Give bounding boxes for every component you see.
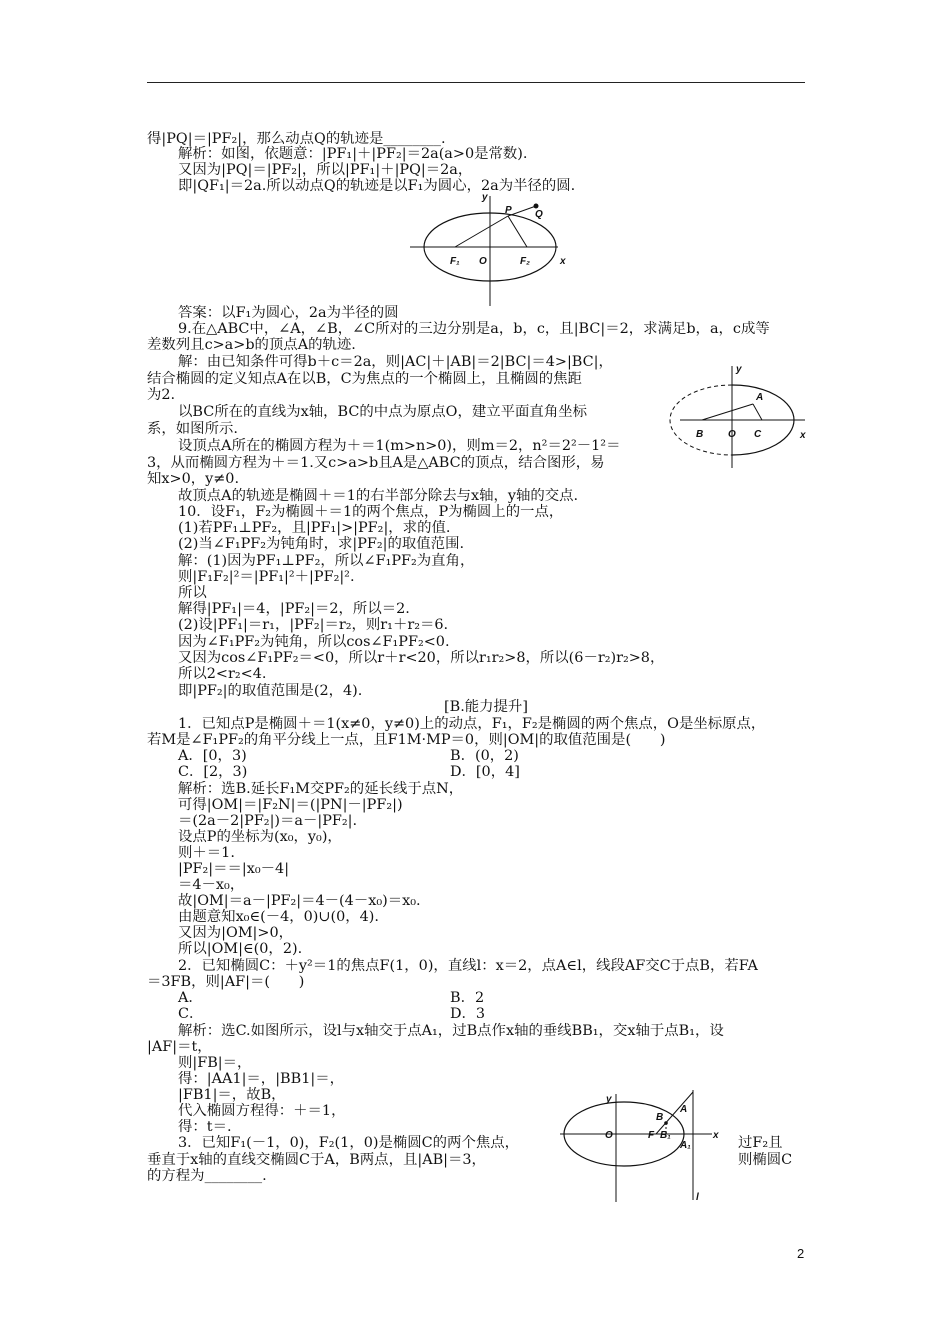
- svg-text:F₁: F₁: [450, 256, 460, 267]
- text-line: (2)当∠F₁PF₂为钝角时，求|PF₂|的取值范围.: [178, 536, 465, 552]
- text-line: 代入椭圆方程得：＋＝1，: [178, 1103, 346, 1119]
- text-line: 以BC所在的直线为x轴，BC的中点为原点O，建立平面直角坐标: [178, 404, 587, 420]
- text-line: 所以2<r₂<4.: [178, 666, 267, 682]
- text-line: |PF₂|＝＝|x₀－4|: [178, 861, 290, 877]
- text-line: |AF|＝t，: [147, 1039, 212, 1055]
- text-line: (2)设|PF₁|＝r₁，|PF₂|＝r₂，则r₁＋r₂＝6.: [178, 617, 449, 633]
- text-line: 解析：如图，依题意：|PF₁|＋|PF₂|＝2a(a>0是常数).: [178, 146, 528, 162]
- text-line: 则|F₁F₂|²＝|PF₁|²＋|PF₂|².: [178, 569, 355, 585]
- text-line: 即|QF₁|＝2a.所以动点Q的轨迹是以F₁为圆心，2a为半径的圆.: [178, 178, 576, 194]
- text-line: 若M是∠F₁PF₂的角平分线上一点，且F1M·MP＝0，则|OM|的取值范围是( ): [147, 732, 666, 748]
- text-line: 系，如图所示.: [147, 421, 238, 437]
- svg-text:O: O: [479, 256, 487, 267]
- ellipse-figure-triangle: [650, 362, 810, 472]
- text-line: D．[0，4]: [450, 764, 520, 780]
- ellipse-figure-q-locus: [410, 188, 580, 308]
- text-line: 解得|PF₁|＝4，|PF₂|＝2，所以＝2.: [178, 601, 410, 617]
- svg-text:y: y: [482, 192, 488, 203]
- svg-text:B: B: [696, 429, 704, 440]
- svg-text:P: P: [505, 205, 512, 216]
- text-line: 所以: [178, 585, 207, 601]
- text-line: |FB1|＝，故B，: [178, 1087, 286, 1103]
- svg-text:O: O: [605, 1130, 613, 1141]
- svg-text:C: C: [754, 429, 762, 440]
- svg-text:y: y: [736, 364, 742, 375]
- text-line: 可得|OM|＝|F₂N|＝(|PN|－|PF₂|): [178, 797, 403, 813]
- ellipse-figure-line-l: [560, 1090, 730, 1220]
- text-line: 故顶点A的轨迹是椭圆＋＝1的右半部分除去与x轴，y轴的交点.: [178, 488, 579, 504]
- text-line: 为2.: [147, 387, 176, 403]
- text-line: D．3: [450, 1006, 486, 1022]
- text-line: 10．设F₁，F₂为椭圆＋＝1的两个焦点，P为椭圆上的一点，: [178, 504, 564, 520]
- svg-text:Q: Q: [535, 209, 543, 220]
- svg-text:F: F: [648, 1130, 655, 1141]
- text-line: 3．已知F₁(－1，0)，F₂(1，0)是椭圆C的两个焦点，: [178, 1135, 520, 1151]
- text-line: 即|PF₂|的取值范围是(2，4).: [178, 683, 363, 699]
- text-line: [B.能力提升]: [444, 699, 528, 715]
- svg-text:A₁: A₁: [680, 1140, 691, 1151]
- text-line: 知x>0，y≠0.: [147, 471, 240, 487]
- text-line: ＝3FB，则|AF|＝( ): [147, 974, 305, 990]
- text-line: 得：t＝.: [178, 1119, 232, 1135]
- svg-text:x: x: [713, 1130, 719, 1141]
- svg-text:x: x: [800, 430, 806, 441]
- text-line: 设点P的坐标为(x₀，y₀)，: [178, 829, 342, 845]
- svg-text:l: l: [696, 1192, 699, 1203]
- text-line: 解析：选B.延长F₁M交PF₂的延长线于点N，: [178, 781, 464, 797]
- text-line: 设顶点A所在的椭圆方程为＋＝1(m>n>0)，则m＝2，n²＝2²－1²＝: [178, 438, 621, 454]
- text-line: 2．已知椭圆C：＋y²＝1的焦点F(1，0)，直线l：x＝2，点A∈l，线段AF交C于点B，若FA: [178, 958, 758, 974]
- svg-text:y: y: [606, 1094, 612, 1105]
- text-line: 则椭圆C: [738, 1152, 793, 1168]
- text-line: B．2: [450, 990, 485, 1006]
- text-line: 解析：选C.如图所示，设l与x轴交于点A₁，过B点作x轴的垂线BB₁，交x轴于点B₁，设: [178, 1023, 724, 1039]
- text-line: 结合椭圆的定义知点A在以B，C为焦点的一个椭圆上，且椭圆的焦距: [147, 371, 582, 387]
- text-line: 得|PQ|＝|PF₂|，那么动点Q的轨迹是________.: [147, 131, 446, 147]
- text-line: 所以|OM|∈(0，2).: [178, 941, 303, 957]
- text-line: 1．已知点P是椭圆＋＝1(x≠0，y≠0)上的动点，F₁，F₂是椭圆的两个焦点，O是坐标原点，: [178, 716, 766, 732]
- svg-text:O: O: [728, 429, 736, 440]
- text-line: 垂直于x轴的直线交椭圆C于A，B两点，且|AB|＝3，: [147, 1152, 486, 1168]
- svg-text:A: A: [680, 1104, 688, 1115]
- text-line: 解：(1)因为PF₁⊥PF₂，所以∠F₁PF₂为直角，: [178, 553, 475, 569]
- text-line: 解：由已知条件可得b＋c＝2a，则|AC|＋|AB|＝2|BC|＝4>|BC|，: [178, 354, 613, 370]
- text-line: B．(0，2): [450, 748, 519, 764]
- text-line: ＝(2a－2|PF₂|)＝a－|PF₂|.: [178, 813, 358, 829]
- text-line: 故|OM|＝a－|PF₂|＝4－(4－x₀)＝x₀.: [178, 893, 421, 909]
- text-line: 差数列且c>a>b的顶点A的轨迹.: [147, 337, 356, 353]
- text-line: 因为∠F₁PF₂为钝角，所以cos∠F₁PF₂<0.: [178, 634, 450, 650]
- text-line: C．: [178, 1006, 204, 1022]
- page-number: 2: [797, 1246, 805, 1261]
- svg-text:B₁: B₁: [660, 1130, 671, 1141]
- svg-text:x: x: [560, 256, 566, 267]
- text-line: 由题意知x₀∈(－4，0)∪(0，4).: [178, 909, 379, 925]
- text-line: 答案：以F₁为圆心，2a为半径的圆: [178, 305, 399, 321]
- svg-text:B: B: [656, 1112, 664, 1123]
- text-line: 得：|AA1|＝，|BB1|＝，: [178, 1071, 344, 1087]
- text-line: 又因为|OM|>0，: [178, 925, 294, 941]
- text-line: A．[0，3): [178, 748, 247, 764]
- text-line: 又因为|PQ|＝|PF₂|，所以|PF₁|＋|PQ|＝2a，: [178, 162, 473, 178]
- svg-text:F₂: F₂: [520, 256, 530, 267]
- text-line: (1)若PF₁⊥PF₂，且|PF₁|>|PF₂|，求的值.: [178, 520, 451, 536]
- text-line: C．[2，3): [178, 764, 248, 780]
- text-line: ＝4－x₀，: [178, 877, 245, 893]
- text-line: 的方程为________.: [147, 1168, 267, 1184]
- text-line: 9.在△ABC中，∠A，∠B，∠C所对的三边分别是a，b，c，且|BC|＝2，求满足b，a，c成等: [178, 321, 770, 337]
- text-line: A．: [178, 990, 203, 1006]
- text-line: 又因为cos∠F₁PF₂＝<0，所以r＋r<20，所以r₁r₂>8，所以(6－r₂)r₂>8，: [178, 650, 665, 666]
- svg-text:A: A: [756, 392, 764, 403]
- text-line: 过F₂且: [738, 1135, 783, 1151]
- text-line: 则|FB|＝，: [178, 1055, 252, 1071]
- header-rule: [147, 82, 805, 83]
- text-line: 3，从而椭圆方程为＋＝1.又c>a>b且A是△ABC的顶点，结合图形，易: [147, 455, 605, 471]
- text-line: 则＋＝1.: [178, 845, 235, 861]
